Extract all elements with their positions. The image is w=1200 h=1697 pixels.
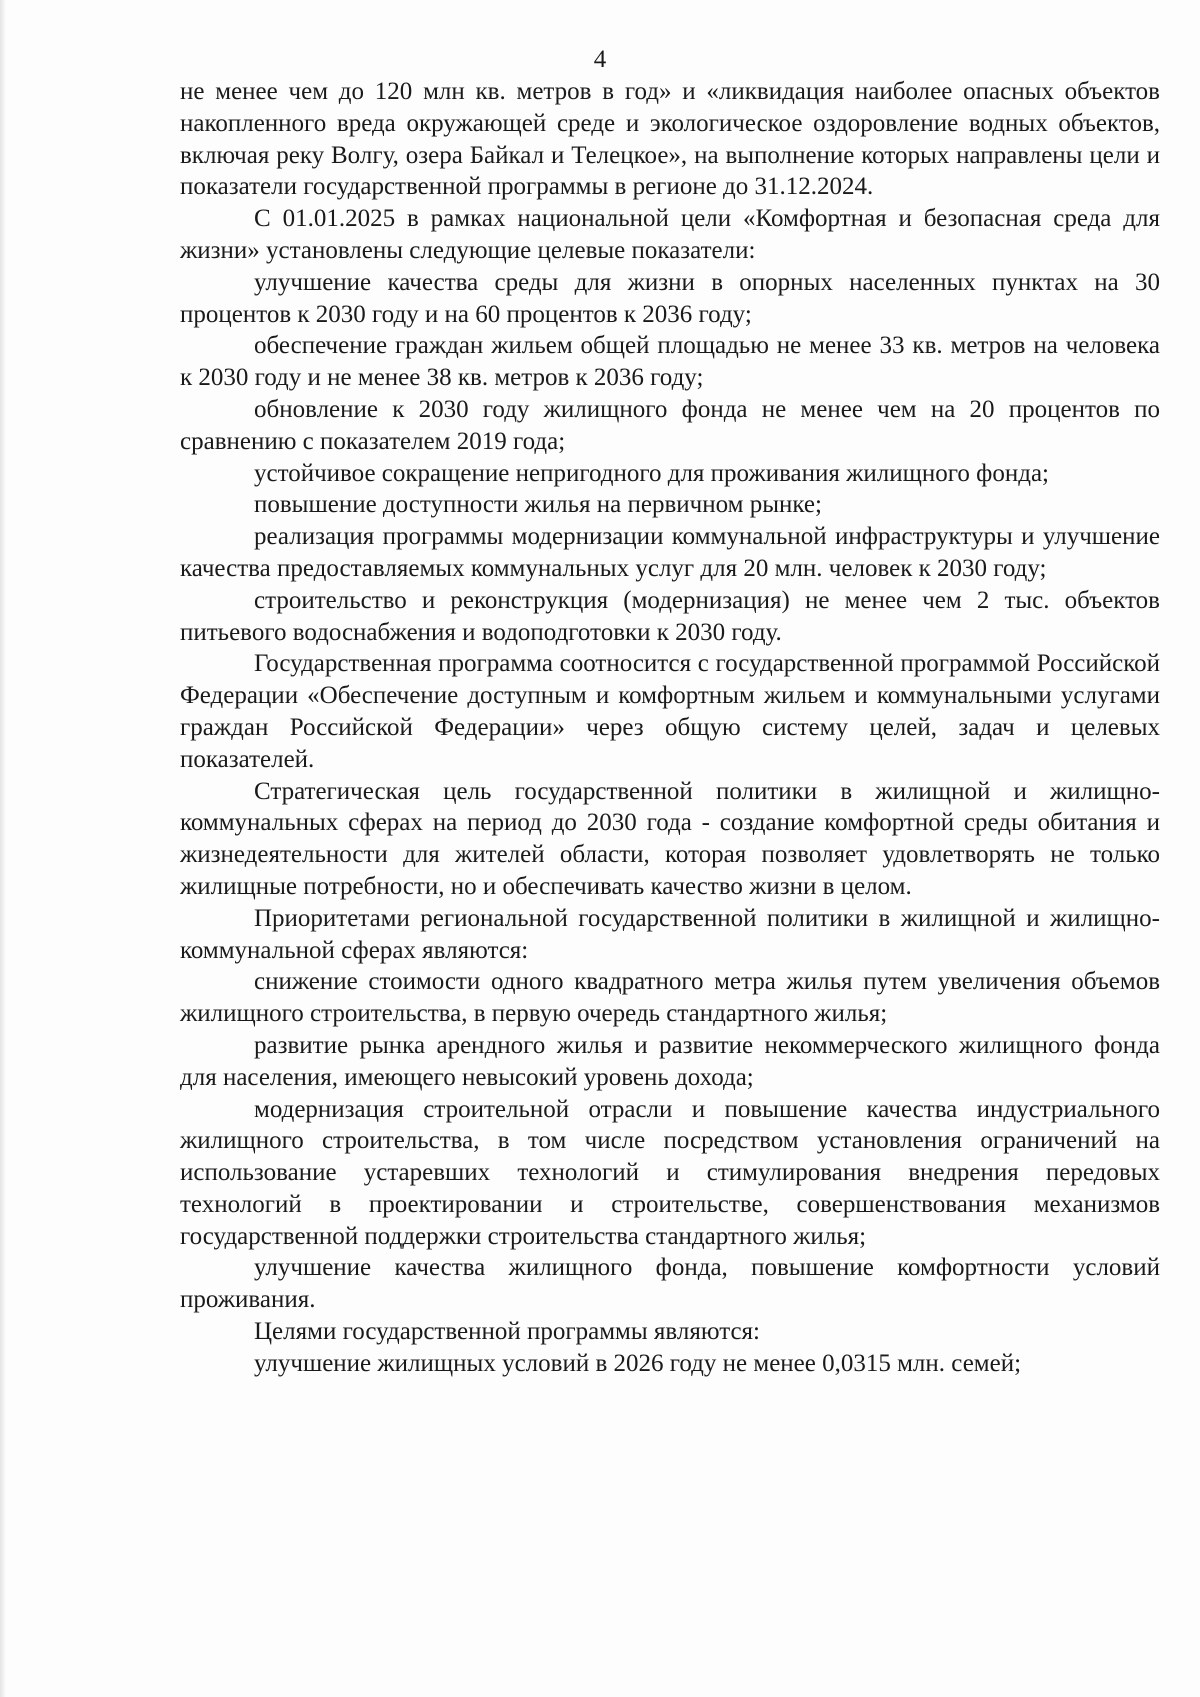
list-item-environment-quality: улучшение качества среды для жизни в опорных населенных пунктах на 30 процентов к 2030 году и на 60 процентов к 2036 году; <box>180 268 1160 328</box>
paragraph-national-goal: С 01.01.2025 в рамках национальной цели «Комфортная и безопасная среда для жизни» установлены следующие целевые показатели: <box>180 205 1160 264</box>
list-item-cost-reduction: снижение стоимости одного квадратного метра жилья путем увеличения объемов жилищного строительства, в первую очередь стандартного жилья; <box>180 968 1160 1028</box>
paragraph-strategic-goal: Стратегическая цель государственной политики в жилищной и жилищно-коммунальных сферах на период до 2030 года - создание комфортной среды обитания и жизнедеятельности для жителей области, которая позволяет удовлетворять не только жилищные потребности, но и обеспечивать качество жизни в целом. <box>180 777 1160 900</box>
scan-edge-shadow <box>0 0 6 1697</box>
list-item-utilities-modernization: реализация программы модернизации коммунальной инфраструктуры и улучшение качества предоставляемых коммунальных услуг для 20 млн. человек к 2030 году; <box>180 523 1160 582</box>
list-item-unfit-housing: устойчивое сокращение непригодного для проживания жилищного фонда; <box>254 459 1050 487</box>
paragraph-program-correlation: Государственная программа соотносится с государственной программой Российской Федерации «Обеспечение доступным и комфортным жильем и коммунальными услугами граждан Российской Федерации» через общую систему целей, задач и целевых показателей. <box>180 650 1160 773</box>
page-number: 4 <box>593 46 607 73</box>
list-item-housing-stock-quality: улучшение качества жилищного фонда, повышение комфортности условий проживания. <box>180 1254 1160 1314</box>
paragraph-continuation: не менее чем до 120 млн кв. метров в год» и «ликвидация наиболее опасных объектов накопленного вреда окружающей среде и экологическое оздоровление водных объектов, включая реку Волгу, озера Байкал и Телецкое», на выполнение которых направлены цели и показатели государственной программы в регионе до 31.12.2024. <box>180 78 1160 201</box>
list-item-housing-area: обеспечение граждан жильем общей площадью не менее 33 кв. метров на человека к 2030 году и не менее 38 кв. метров к 2036 году; <box>180 332 1160 392</box>
list-item-water-supply: строительство и реконструкция (модернизация) не менее чем 2 тыс. объектов питьевого водоснабжения и водоподготовки к 2030 году. <box>180 586 1160 646</box>
document-body <box>180 76 1160 1380</box>
list-item-living-conditions: улучшение жилищных условий в 2026 году не менее 0,0315 млн. семей; <box>254 1349 1022 1377</box>
paragraph-program-goals: Целями государственной программы являются: <box>254 1318 760 1346</box>
list-item-rental-market: развитие рынка арендного жилья и развитие некоммерческого жилищного фонда для населения, имеющего невысокий уровень дохода; <box>180 1031 1160 1091</box>
list-item-construction-modernization: модернизация строительной отрасли и повышение качества индустриального жилищного строительства, в том числе посредством установления ограничений на использование устаревших технологий и стимулирования внедрения передовых технологий в проектировании и строительстве, совершенствования механизмов государственной поддержки строительства стандартного жилья; <box>180 1095 1160 1250</box>
paragraph-priorities: Приоритетами региональной государственной политики в жилищной и жилищно-коммунальной сферах являются: <box>180 904 1160 964</box>
list-item-housing-affordability: повышение доступности жилья на первичном рынке; <box>254 491 822 519</box>
list-item-housing-renewal: обновление к 2030 году жилищного фонда не менее чем на 20 процентов по сравнению с показателем 2019 года; <box>180 395 1160 455</box>
